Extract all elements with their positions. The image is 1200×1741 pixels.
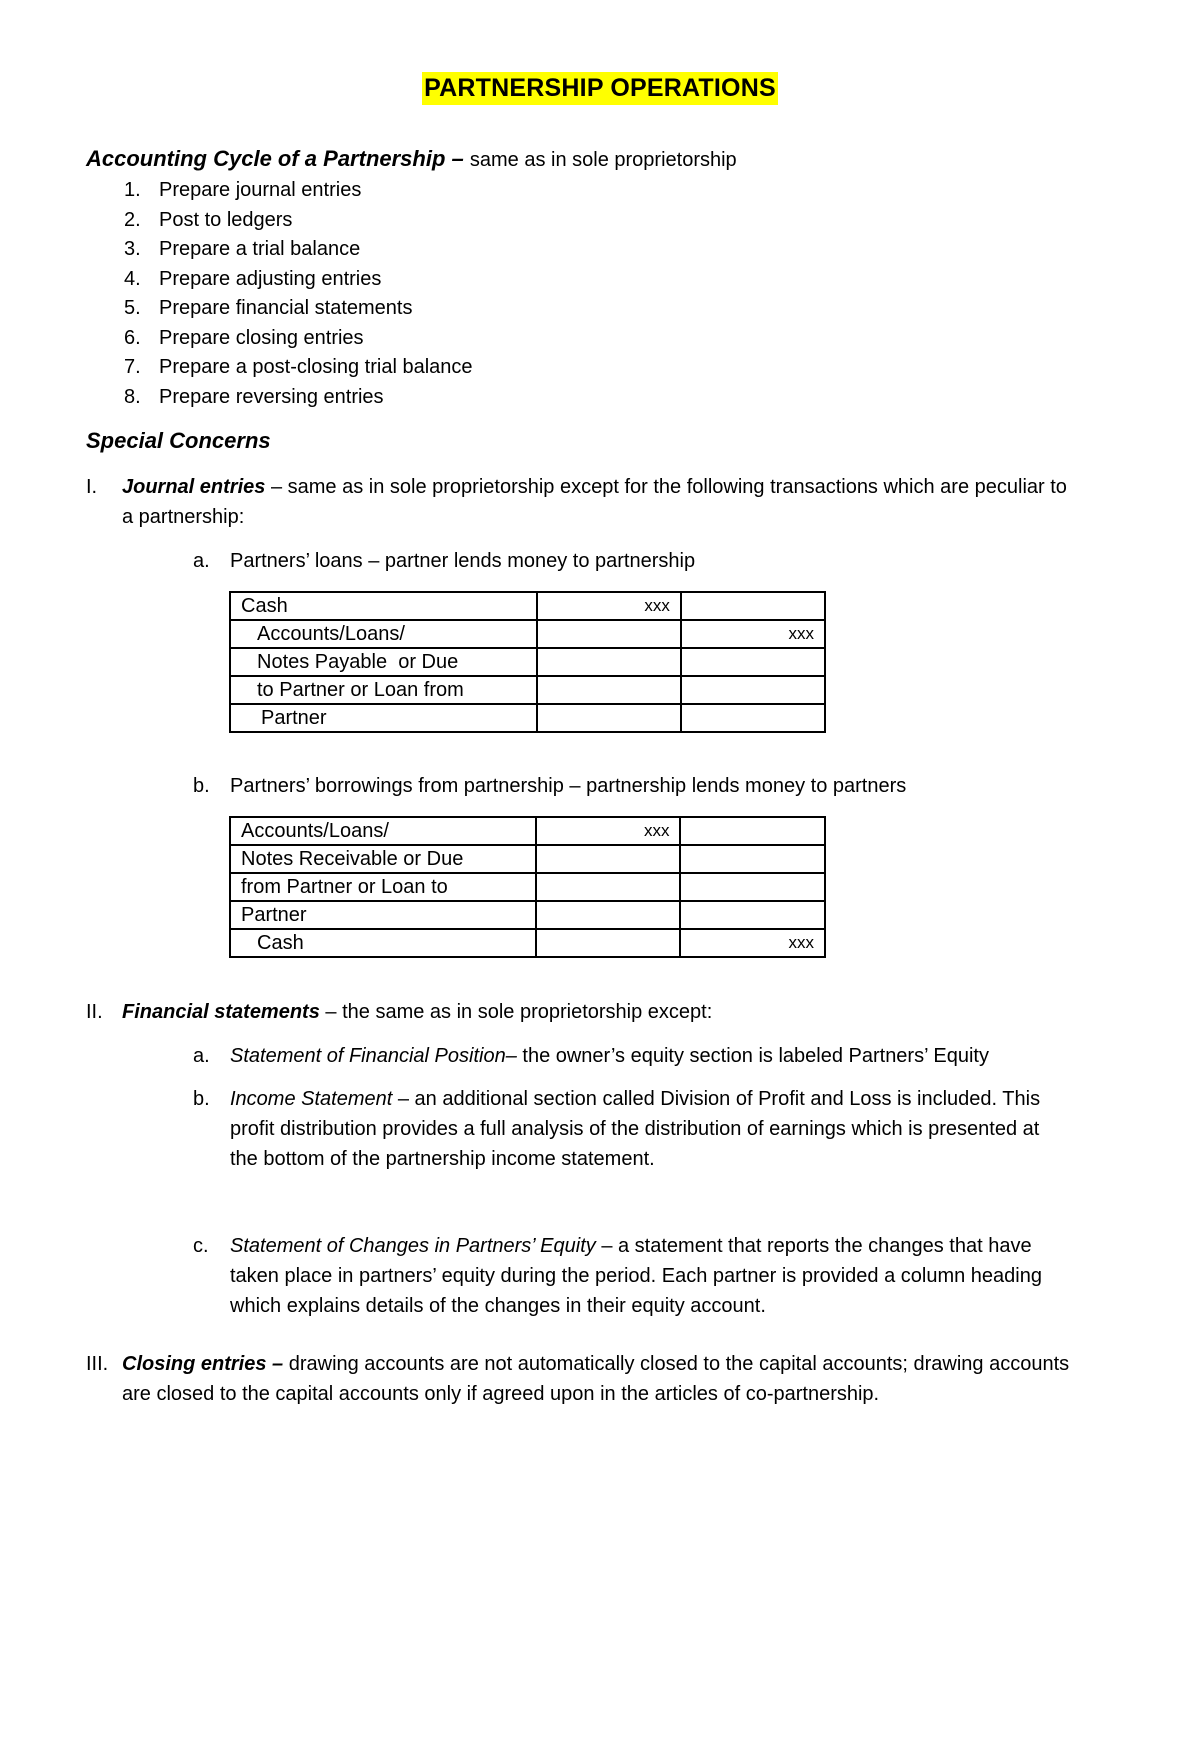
table-row	[230, 817, 825, 845]
account-name: to Partner or Loan from	[257, 679, 464, 701]
section-ii-b-marker: b.	[193, 1088, 210, 1110]
account-name: Accounts/Loans/	[241, 820, 389, 842]
table-row	[230, 845, 825, 873]
section-i-b-marker: b.	[193, 775, 210, 797]
account-name: Partner	[241, 904, 307, 926]
debit-cell	[537, 620, 681, 648]
section-iii-text: drawing accounts are not automatically closed to the capital accounts; drawing accounts	[283, 1353, 1070, 1375]
section-i-term: Journal entries	[122, 476, 266, 498]
credit-cell	[680, 817, 825, 845]
cycle-heading-rest: same as in sole proprietorship	[469, 149, 737, 171]
step-number: 2.	[124, 208, 141, 231]
section-iii-line1	[122, 1350, 1069, 1380]
credit-cell	[681, 648, 825, 676]
section-ii-b-line2: profit distribution provides a full analysis of the distribution of earnings which is presented at	[230, 1118, 1040, 1140]
loans-journal-table	[229, 591, 826, 733]
section-i-a-text: Partners’ loans – partner lends money to partnership	[230, 550, 696, 572]
section-ii-a-marker: a.	[193, 1045, 210, 1067]
account-cell	[230, 929, 536, 957]
section-iii-marker: III.	[86, 1353, 109, 1375]
cycle-heading-term: Accounting Cycle of a Partnership –	[86, 146, 464, 171]
account-cell	[230, 901, 536, 929]
step-number: 3.	[124, 238, 141, 260]
section-ii-c-text: – a statement that reports the changes that have	[595, 1235, 1032, 1257]
account-name: Cash	[257, 932, 304, 954]
step-number: 5.	[124, 297, 141, 319]
section-i-text: – same as in sole proprietorship except for the following transactions which are peculiar to	[270, 476, 1067, 498]
special-concerns-heading: Special Concerns	[86, 428, 271, 453]
section-ii-c-term: Statement of Changes in Partners’ Equity	[230, 1235, 596, 1257]
account-name: Accounts/Loans/	[257, 623, 405, 645]
table-row	[230, 592, 825, 620]
list-item	[124, 324, 473, 354]
cycle-heading	[86, 146, 737, 172]
list-item	[124, 294, 473, 324]
list-item	[124, 235, 473, 265]
debit-cell	[536, 873, 681, 901]
table-row	[230, 620, 825, 648]
account-cell	[230, 592, 537, 620]
step-text: Post to ledgers	[159, 208, 293, 231]
table-row	[230, 704, 825, 732]
section-ii-text: – the same as in sole proprietorship except:	[325, 1001, 713, 1023]
account-cell	[230, 845, 536, 873]
cycle-steps-list	[124, 176, 473, 412]
account-name: Notes Receivable or Due	[241, 848, 464, 870]
section-ii-a-text: the owner’s equity section is labeled Partners’ Equity	[516, 1045, 989, 1067]
borrowings-journal-table	[229, 816, 826, 958]
debit-cell	[537, 676, 681, 704]
step-number: 6.	[124, 326, 141, 349]
table-row	[230, 648, 825, 676]
section-ii-line	[122, 998, 712, 1028]
section-ii-b-term: Income Statement	[230, 1088, 393, 1110]
account-cell	[230, 873, 536, 901]
step-text: Prepare closing entries	[159, 326, 364, 349]
step-text: Prepare a post-closing trial balance	[159, 356, 473, 378]
step-number: 4.	[124, 267, 141, 290]
table-row	[230, 901, 825, 929]
step-text: Prepare adjusting entries	[159, 267, 382, 290]
step-text: Prepare financial statements	[159, 297, 413, 319]
section-ii-c-marker: c.	[193, 1235, 209, 1257]
debit-cell: xxx	[537, 592, 681, 620]
section-ii-b-line3: the bottom of the partnership income statement.	[230, 1148, 655, 1170]
account-cell	[230, 676, 537, 704]
list-item	[124, 265, 473, 295]
account-cell	[230, 648, 537, 676]
section-iii-line2: are closed to the capital accounts only if agreed upon in the articles of co-partnership.	[122, 1383, 880, 1405]
step-number: 8.	[124, 385, 141, 408]
account-name: from Partner or Loan to	[241, 876, 448, 898]
account-name: Partner	[261, 707, 327, 729]
account-name: Notes Payable or Due	[257, 651, 459, 673]
table-row	[230, 873, 825, 901]
account-cell	[230, 704, 537, 732]
list-item	[124, 176, 473, 206]
section-i-marker: I.	[86, 476, 98, 498]
section-ii-c-line1	[230, 1232, 1032, 1262]
section-ii-term: Financial statements	[122, 1001, 320, 1023]
debit-cell: xxx	[536, 817, 681, 845]
section-ii-b-text: – an additional section called Division of Profit and Loss is included. This	[392, 1088, 1041, 1110]
table-row	[230, 929, 825, 957]
debit-cell	[537, 648, 681, 676]
list-item	[124, 353, 473, 383]
debit-cell	[536, 901, 681, 929]
debit-cell	[537, 704, 681, 732]
section-ii-a-term: Statement of Financial Position–	[230, 1045, 517, 1067]
section-iii-term: Closing entries –	[122, 1353, 284, 1375]
step-number: 7.	[124, 356, 141, 378]
debit-cell	[536, 929, 681, 957]
title-container	[0, 72, 1200, 105]
section-i-a-marker: a.	[193, 550, 210, 572]
table-row	[230, 676, 825, 704]
section-ii-a-line	[230, 1042, 989, 1072]
credit-cell	[681, 676, 825, 704]
section-i-line2: a partnership:	[122, 506, 245, 528]
debit-cell	[536, 845, 681, 873]
page-title: PARTNERSHIP OPERATIONS	[422, 72, 778, 105]
step-text: Prepare journal entries	[159, 179, 362, 201]
credit-cell	[680, 873, 825, 901]
credit-cell: xxx	[680, 929, 825, 957]
list-item	[124, 383, 473, 413]
section-i-line1	[122, 473, 1067, 503]
credit-cell: xxx	[681, 620, 825, 648]
credit-cell	[680, 901, 825, 929]
step-number: 1.	[124, 179, 141, 201]
list-item	[124, 206, 473, 236]
account-cell	[230, 817, 536, 845]
account-cell	[230, 620, 537, 648]
credit-cell	[680, 845, 825, 873]
account-name: Cash	[241, 595, 288, 617]
section-ii-b-line1	[230, 1085, 1040, 1115]
section-ii-c-line3: which explains details of the changes in their equity account.	[230, 1295, 766, 1317]
step-text: Prepare reversing entries	[159, 385, 384, 408]
section-ii-marker: II.	[86, 1001, 103, 1023]
credit-cell	[681, 592, 825, 620]
section-i-b-text: Partners’ borrowings from partnership – partnership lends money to partners	[230, 775, 907, 797]
section-ii-c-line2: taken place in partners’ equity during the period. Each partner is provided a column heading	[230, 1265, 1042, 1287]
credit-cell	[681, 704, 825, 732]
step-text: Prepare a trial balance	[159, 238, 361, 260]
